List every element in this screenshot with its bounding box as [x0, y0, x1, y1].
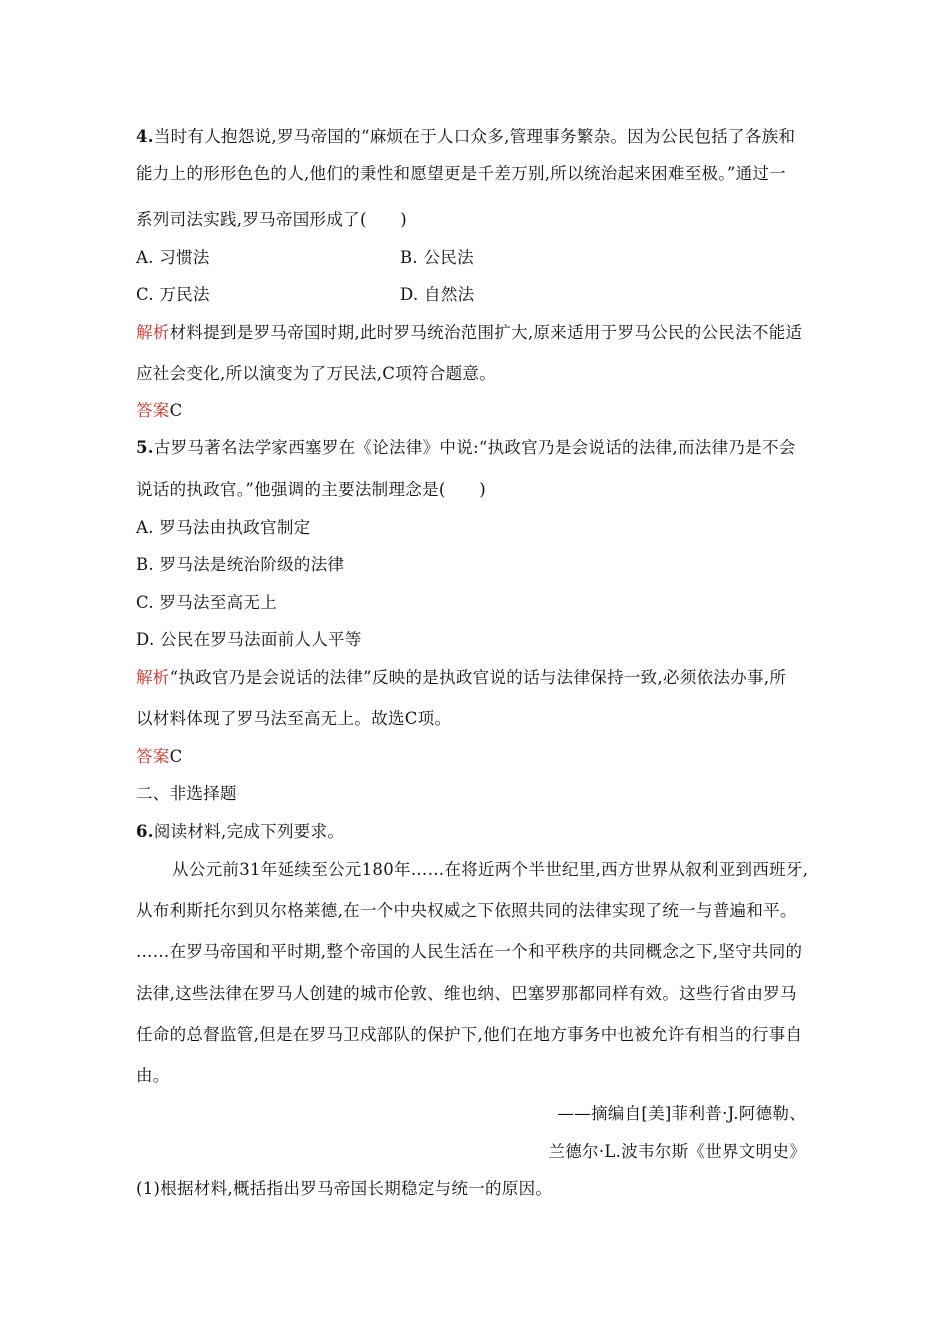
q4-answer-value: C	[169, 401, 183, 420]
q4-option-b: B. 公民法	[400, 248, 474, 267]
q5-option-a: A. 罗马法由执政官制定	[136, 518, 311, 537]
q5-analysis-label: 解析	[136, 668, 170, 687]
q5-option-d: D. 公民在罗马法面前人人平等	[136, 630, 362, 649]
q5-number: 5.	[136, 438, 154, 457]
q6-number: 6.	[136, 822, 154, 841]
q4-stem-line-2: 能力上的形形色色的人,他们的秉性和愿望更是千差万别,所以统治起来困难至极。”通过一	[136, 164, 786, 183]
q5-answer-label: 答案	[136, 747, 170, 766]
q4-options-row-1	[136, 246, 474, 270]
q5-answer	[136, 745, 183, 769]
q5-analysis-text: “执政官乃是会说话的法律”反映的是执政官说的话与法律保持一致,必须依法办事,所	[169, 668, 787, 687]
q6-material-line-6: 由。	[136, 1066, 170, 1085]
q4-answer	[136, 399, 183, 423]
q4-option-a: A. 习惯法	[136, 248, 210, 267]
q6-prompt-text: 阅读材料,完成下列要求。	[153, 822, 345, 841]
q4-analysis-line-1	[136, 321, 802, 345]
q4-stem-line-1	[136, 125, 795, 149]
q5-option-c: C. 罗马法至高无上	[136, 593, 278, 612]
q4-number: 4.	[136, 127, 154, 146]
q4-stem-line-3: 系列司法实践,罗马帝国形成了( )	[136, 210, 408, 229]
q6-source-line-2: 兰德尔·L.波韦尔斯《世界文明史》	[548, 1142, 806, 1161]
q4-option-c: C. 万民法	[136, 285, 210, 304]
q4-answer-label: 答案	[136, 401, 170, 420]
q5-stem-line-2: 说话的执政官。”他强调的主要法制理念是( )	[136, 480, 486, 499]
q6-source-line-1: ——摘编自[美]菲利普·J.阿德勒、	[557, 1104, 806, 1123]
q6-prompt	[136, 820, 344, 844]
q5-analysis-line-1	[136, 666, 786, 690]
q6-subquestion-1: (1)根据材料,概括指出罗马帝国长期稳定与统一的原因。	[136, 1179, 553, 1198]
q6-material-line-1: 从公元前31年延续至公元180年……在将近两个半世纪里,西方世界从叙利亚到西班牙,	[172, 860, 809, 879]
q6-material-line-5: 任命的总督监管,但是在罗马卫戍部队的保护下,他们在地方事务中也被允许有相当的行事自	[136, 1025, 803, 1044]
q4-analysis-text: 材料提到是罗马帝国时期,此时罗马统治范围扩大,原来适用于罗马公民的公民法不能适	[169, 323, 803, 342]
q5-answer-value: C	[169, 747, 183, 766]
q6-material-line-3: ……在罗马帝国和平时期,整个帝国的人民生活在一个和平秩序的共同概念之下,坚守共同的	[136, 942, 803, 961]
q5-stem-text: 古罗马著名法学家西塞罗在《论法律》中说:“执政官乃是会说话的法律,而法律乃是不会	[153, 438, 796, 457]
q5-analysis-line-2: 以材料体现了罗马法至高无上。故选C项。	[136, 709, 452, 728]
q6-material-line-2: 从布利斯托尔到贝尔格莱德,在一个中央权威之下依照共同的法律实现了统一与普遍和平。	[136, 901, 797, 920]
q4-option-d: D. 自然法	[400, 285, 475, 304]
q5-option-b: B. 罗马法是统治阶级的法律	[136, 555, 345, 574]
section-title: 二、非选择题	[136, 784, 237, 803]
q4-analysis-line-2: 应社会变化,所以演变为了万民法,C项符合题意。	[136, 364, 497, 383]
q4-stem-text: 当时有人抱怨说,罗马帝国的“麻烦在于人口众多,管理事务繁杂。因为公民包括了各族和	[153, 127, 796, 146]
q4-options-row-2	[136, 283, 475, 307]
q5-stem-line-1	[136, 436, 796, 460]
q4-analysis-label: 解析	[136, 323, 170, 342]
q6-material-line-4: 法律,这些法律在罗马人创建的城市伦敦、维也纳、巴塞罗那都同样有效。这些行省由罗马	[136, 984, 797, 1003]
